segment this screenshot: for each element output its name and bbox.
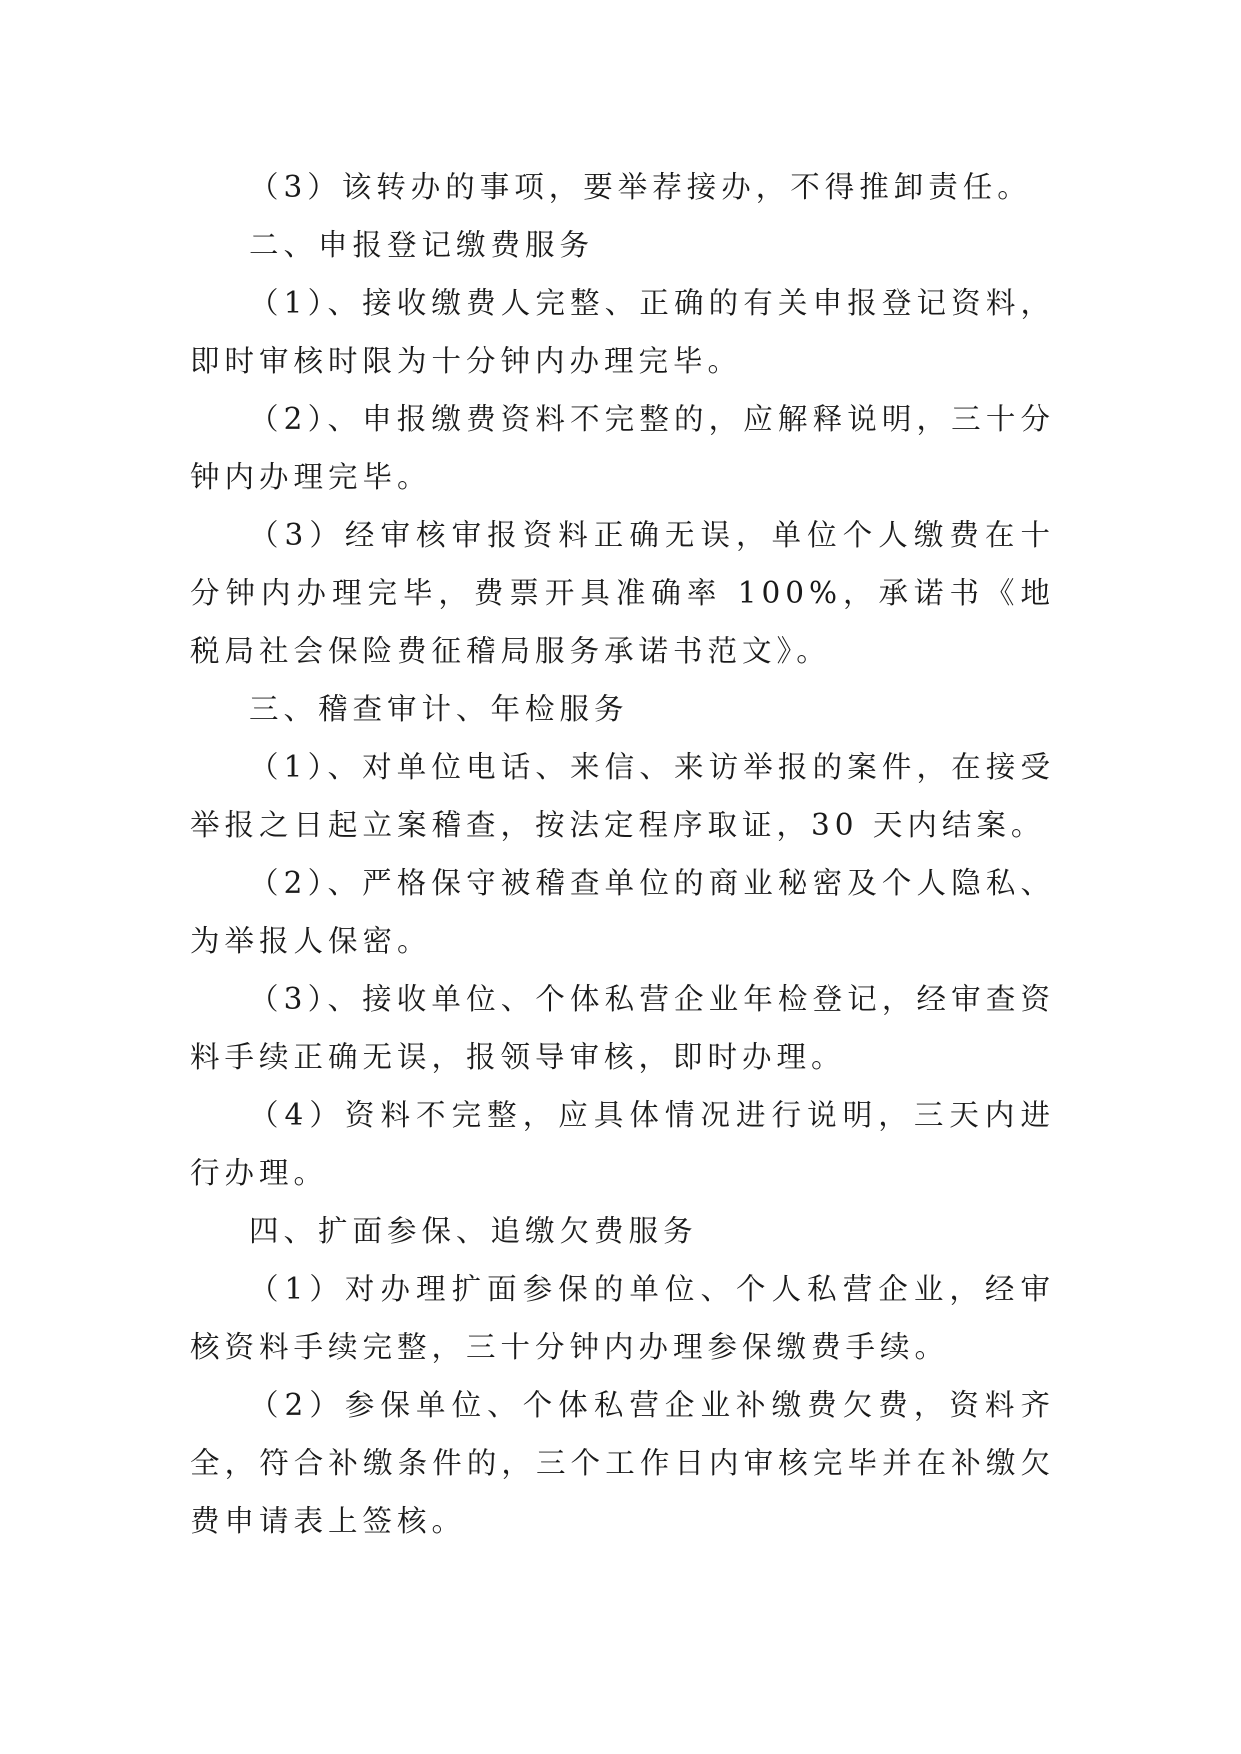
paragraph-audit-4: （4）资料不完整，应具体情况进行说明，三天内进行办理。 — [190, 1098, 1055, 1190]
paragraph-expansion-2: （2）参保单位、个体私营企业补缴费欠费，资料齐全，符合补缴条件的，三个工作日内审核完毕并在补缴欠费申请表上签核。 — [190, 1388, 1055, 1538]
paragraph-declaration-2: （2）、申报缴费资料不完整的，应解释说明，三十分钟内办理完毕。 — [190, 402, 1055, 494]
paragraph-declaration-3: （3）经审核审报资料正确无误，单位个人缴费在十分钟内办理完毕，费票开具准确率 100%，承诺书《地税局社会保险费征稽局服务承诺书范文》。 — [190, 518, 1055, 668]
section-heading-expansion: 四、扩面参保、追缴欠费服务 — [249, 1214, 698, 1248]
paragraph-expansion-1: （1）对办理扩面参保的单位、个人私营企业，经审核资料手续完整，三十分钟内办理参保缴费手续。 — [190, 1272, 1055, 1364]
paragraph-audit-1: （1）、对单位电话、来信、来访举报的案件，在接受举报之日起立案稽查，按法定程序取证，30 天内结案。 — [190, 750, 1055, 842]
paragraph-audit-2: （2）、严格保守被稽查单位的商业秘密及个人隐私、为举报人保密。 — [190, 866, 1055, 958]
section-heading-declaration: 二、申报登记缴费服务 — [249, 228, 595, 262]
paragraph-declaration-1: （1）、接收缴费人完整、正确的有关申报登记资料，即时审核时限为十分钟内办理完毕。 — [190, 286, 1055, 378]
section-heading-audit: 三、稽查审计、年检服务 — [249, 692, 629, 726]
document-body — [190, 158, 1055, 1550]
paragraph-audit-3: （3）、接收单位、个体私营企业年检登记，经审查资料手续正确无误，报领导审核，即时办理。 — [190, 982, 1055, 1074]
paragraph-item-3-forward: （3）该转办的事项，要举荐接办，不得推卸责任。 — [249, 170, 1032, 204]
